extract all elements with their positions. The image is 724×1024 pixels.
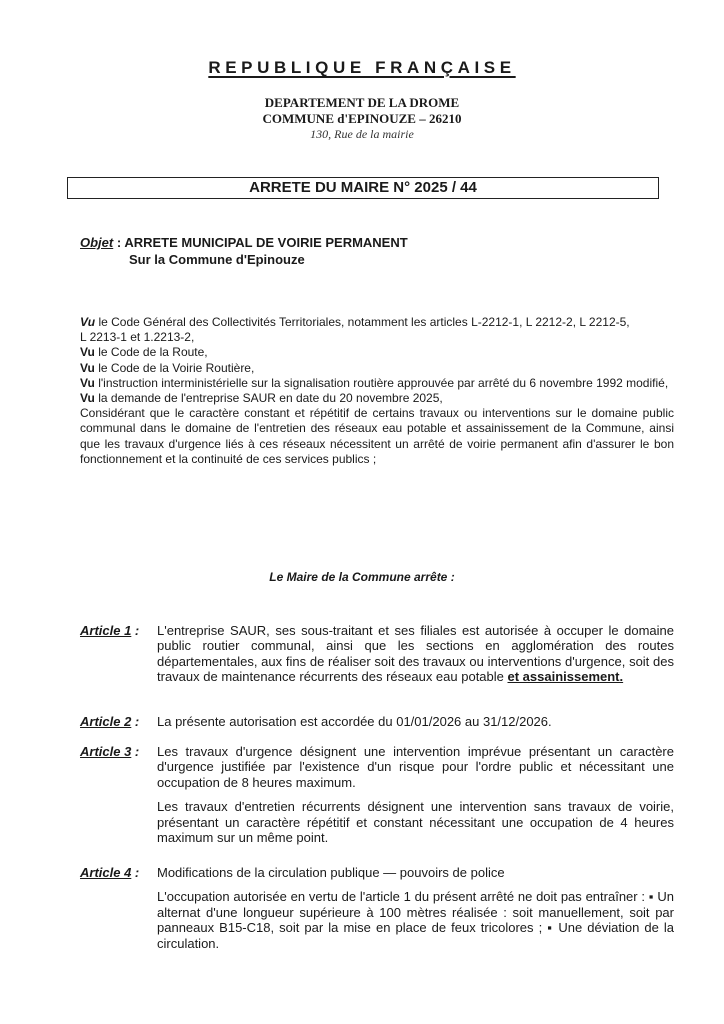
objet-sep: :	[113, 235, 125, 250]
arrete-title: ARRETE DU MAIRE N° 2025 / 44	[67, 177, 659, 199]
visa-text: la demande de l'entreprise SAUR en date du 20 novembre 2025,	[94, 391, 443, 406]
article-2	[80, 714, 674, 738]
visa-text: le Code de la Voirie Routière,	[94, 360, 255, 375]
visas-section	[80, 315, 674, 467]
article-label: Article 3 :	[80, 744, 140, 759]
maire-arrete-heading: Le Maire de la Commune arrête :	[269, 570, 455, 584]
article-text: La présente autorisation est accordée du 01/01/2026 au 31/12/2026.	[157, 714, 552, 729]
republique-francaise-heading: REPUBLIQUE FRANÇAISE	[208, 58, 516, 77]
article-text: L'occupation autorisée en vertu de l'article 1 du présent arrêté ne doit pas entraîner : ▪ Un alternat d'une longueur supérieure à 100 mètres réalisée : soit manuellement, soit par panneaux B15-C18, soit par la mise en place de feux tricolores ; ▪ Une déviation de la circulation.	[157, 889, 674, 951]
commune-address: 130, Rue de la mairie	[310, 127, 414, 141]
considerant-item	[80, 406, 674, 467]
article-label: Article 1 :	[80, 623, 140, 638]
visa-item	[80, 330, 674, 345]
objet-label: Objet	[80, 235, 114, 250]
article-emphasis: et assainissement.	[507, 669, 624, 685]
article-text: Les travaux d'entretien récurrents désignent une intervention sans travaux de voirie, présentant un caractère répétitif et constant nécessitant une occupation de 4 heures maximum sur un même point.	[157, 799, 674, 846]
vu-label: Vu	[80, 375, 95, 390]
objet-section	[80, 234, 408, 268]
article-4	[80, 865, 674, 960]
visa-text: l'instruction interministérielle sur la signalisation routière approuvée par arrêté du 6 novembre 1992 modifié,	[94, 375, 669, 390]
visa-item	[80, 391, 674, 406]
visa-item	[80, 361, 674, 376]
article-text: Modifications de la circulation publique — pouvoirs de police	[157, 865, 505, 880]
visa-item	[80, 376, 674, 391]
visa-text: le Code Général des Collectivités Territoriales, notamment les articles L-2212-1, L 2212-2, L 2212-5,	[95, 315, 630, 329]
objet-line2: Sur la Commune d'Epinouze	[129, 252, 305, 267]
vu-label: Vu	[80, 315, 96, 329]
article-label: Article 2 :	[80, 714, 140, 729]
department-name: DEPARTEMENT DE LA DROME	[264, 95, 460, 110]
visa-text: L 2213-1 et 1.2213-2,	[80, 330, 195, 345]
article-text: Les travaux d'urgence désignent une intervention imprévue présentant un caractère d'urgence justifiée par l'existence d'un risque pour l'ordre public et nécessitant une occupation de 8 heures maximum.	[157, 744, 674, 790]
objet-line1: ARRETE MUNICIPAL DE VOIRIE PERMANENT	[124, 235, 408, 250]
article-label: Article 4 :	[80, 865, 140, 880]
visa-item	[80, 345, 674, 360]
article-text: L'entreprise SAUR, ses sous-traitant et ses filiales est autorisée à occuper le domaine public routier communal, ainsi que les sections en agglomération des routes départementales, aux fins de réaliser soit des travaux ou interventions d'urgence, soit des travaux de maintenance récurrents des réseaux eau potable	[157, 623, 674, 685]
visa-text: le Code de la Route,	[94, 345, 208, 360]
article-3	[80, 744, 674, 854]
vu-label: Vu	[80, 360, 95, 375]
vu-label: Vu	[80, 391, 95, 406]
visa-item	[80, 315, 674, 330]
vu-label: Vu	[80, 345, 95, 360]
article-1	[80, 623, 674, 694]
commune-name: COMMUNE d'EPINOUZE – 26210	[262, 111, 462, 126]
considerant-text: Considérant que le caractère constant et répétitif de certains travaux ou interventions sur le domaine public communal dans le domaine de l'entretien des réseaux eau potable et assainissement de la Commune, ainsi que les travaux d'urgence liés à ces réseaux nécessitent un arrêté de voirie permanent afin d'assurer le bon fonctionnement et la continuité de ces services publics ;	[80, 406, 674, 466]
